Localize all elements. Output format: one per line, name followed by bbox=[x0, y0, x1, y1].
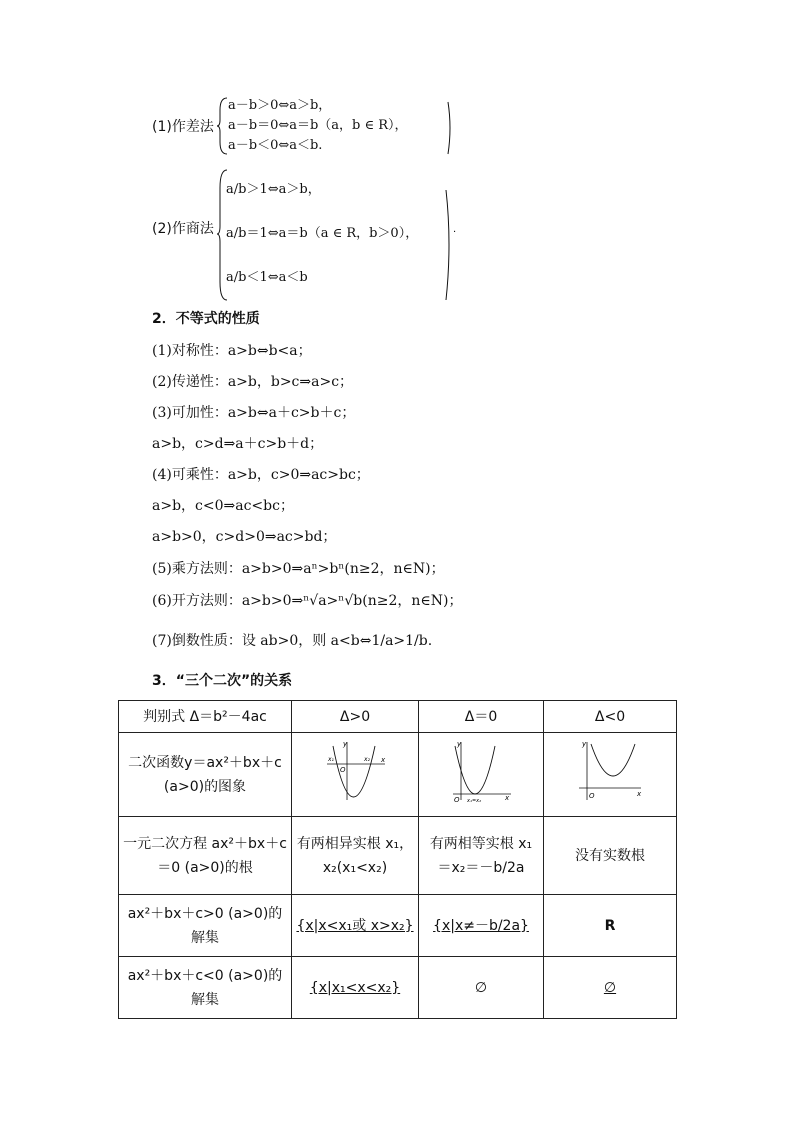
table-row-graph bbox=[119, 733, 677, 817]
roots-delta-positive: 有两相异实根 x₁，x₂(x₁<x₂) bbox=[292, 817, 419, 895]
solution-gt-delta-positive: {x|x<x₁或 x>x₂} bbox=[292, 895, 419, 957]
graph-delta-zero bbox=[419, 733, 544, 817]
method2-line-2: a/b＝1⇔a＝b（a ∈ R，b＞0）， bbox=[226, 226, 419, 241]
g1-x-label: x bbox=[381, 755, 386, 764]
g1-y-label: y bbox=[343, 739, 348, 748]
row-label-negative-solution: ax²＋bx＋c<0 (a>0)的解集 bbox=[119, 957, 292, 1019]
section2-title: 2．不等式的性质 bbox=[152, 311, 260, 327]
property-root: (6)开方法则：a>b>0⇒ⁿ√a>ⁿ√b(n≥2，n∈N)； bbox=[152, 593, 463, 609]
g2-x-label: x bbox=[505, 793, 510, 802]
table-row-negative-solution bbox=[119, 957, 677, 1019]
method2-line-3: a/b＜1⇔a＜b bbox=[226, 270, 308, 285]
g2-y-label: y bbox=[457, 739, 462, 748]
row-label-graph: 二次函数y＝ax²＋bx＋c (a>0)的图象 bbox=[119, 733, 292, 817]
graph-delta-positive bbox=[292, 733, 419, 817]
row-label-roots: 一元二次方程 ax²＋bx＋c＝0 (a>0)的根 bbox=[119, 817, 292, 895]
header-discriminant: 判别式 Δ＝b²－4ac bbox=[119, 701, 292, 733]
solution-lt-delta-negative: ∅ bbox=[544, 957, 677, 1019]
property-symmetry: (1)对称性：a>b⇔b<a； bbox=[152, 343, 312, 359]
solution-lt-delta-positive: {x|x₁<x<x₂} bbox=[292, 957, 419, 1019]
parabola-one-root-graph bbox=[449, 738, 513, 804]
method2-line-1: a/b＞1⇔a＞b， bbox=[226, 182, 321, 197]
property-power: (5)乘方法则：a>b>0⇒aⁿ>bⁿ(n≥2，n∈N)； bbox=[152, 561, 445, 577]
property-multiplicativity-2: a>b，c<0⇒ac<bc； bbox=[152, 498, 294, 514]
method1-line-3: a－b＜0⇔a＜b. bbox=[228, 138, 323, 153]
solution-gt-delta-zero: {x|x≠－b/2a} bbox=[419, 895, 544, 957]
parabola-two-roots-graph bbox=[323, 738, 387, 804]
g3-x-label: x bbox=[637, 789, 642, 798]
property-reciprocal: (7)倒数性质：设 ab>0，则 a<b⇔1/a>1/b. bbox=[152, 633, 433, 649]
g1-x2-label: x₂ bbox=[364, 755, 370, 763]
solution-lt-delta-zero: ∅ bbox=[419, 957, 544, 1019]
method1-line-2: a－b＝0⇔a＝b（a，b ∈ R）， bbox=[228, 118, 408, 133]
g3-y-label: y bbox=[582, 739, 587, 748]
graph-delta-negative bbox=[544, 733, 677, 817]
method2-label: (2)作商法 bbox=[152, 221, 214, 237]
property-multiplicativity: (4)可乘性：a>b，c>0⇒ac>bc； bbox=[152, 467, 370, 483]
three-quadratics-table bbox=[118, 700, 677, 1019]
method2-right-bar bbox=[444, 188, 460, 302]
g2-x12-label: x₁=x₂ bbox=[467, 797, 482, 804]
table-row-roots bbox=[119, 817, 677, 895]
method1-cases bbox=[228, 96, 408, 156]
header-delta-negative: Δ<0 bbox=[544, 701, 677, 733]
parabola-no-root-graph bbox=[575, 738, 645, 804]
header-delta-zero: Δ＝0 bbox=[419, 701, 544, 733]
row-label-positive-solution: ax²＋bx＋c>0 (a>0)的解集 bbox=[119, 895, 292, 957]
g3-origin-label: O bbox=[589, 791, 595, 800]
property-additivity-2: a>b，c>d⇒a＋c>b＋d； bbox=[152, 436, 324, 452]
roots-delta-zero: 有两相等实根 x₁＝x₂＝－b/2a bbox=[419, 817, 544, 895]
table-row-positive-solution bbox=[119, 895, 677, 957]
method2-cases bbox=[226, 168, 418, 300]
property-transitivity: (2)传递性：a>b，b>c⇒a>c； bbox=[152, 374, 354, 390]
method1-line-1: a－b＞0⇔a＞b， bbox=[228, 98, 332, 113]
g2-origin-label: O bbox=[454, 795, 460, 804]
roots-delta-negative: 没有实数根 bbox=[544, 817, 677, 895]
property-additivity: (3)可加性：a>b⇔a＋c>b＋c； bbox=[152, 405, 356, 421]
method1-right-bar bbox=[446, 100, 456, 156]
svg-text:.: . bbox=[453, 224, 457, 235]
header-delta-positive: Δ>0 bbox=[292, 701, 419, 733]
g1-origin-label: O bbox=[340, 765, 346, 774]
property-multiplicativity-3: a>b>0，c>d>0⇒ac>bd； bbox=[152, 529, 337, 545]
table-header-row bbox=[119, 701, 677, 733]
g1-x1-label: x₁ bbox=[328, 755, 334, 763]
section3-title: 3．“三个二次”的关系 bbox=[152, 673, 293, 689]
method1-label: (1)作差法 bbox=[152, 119, 214, 135]
solution-gt-delta-negative: R bbox=[544, 895, 677, 957]
